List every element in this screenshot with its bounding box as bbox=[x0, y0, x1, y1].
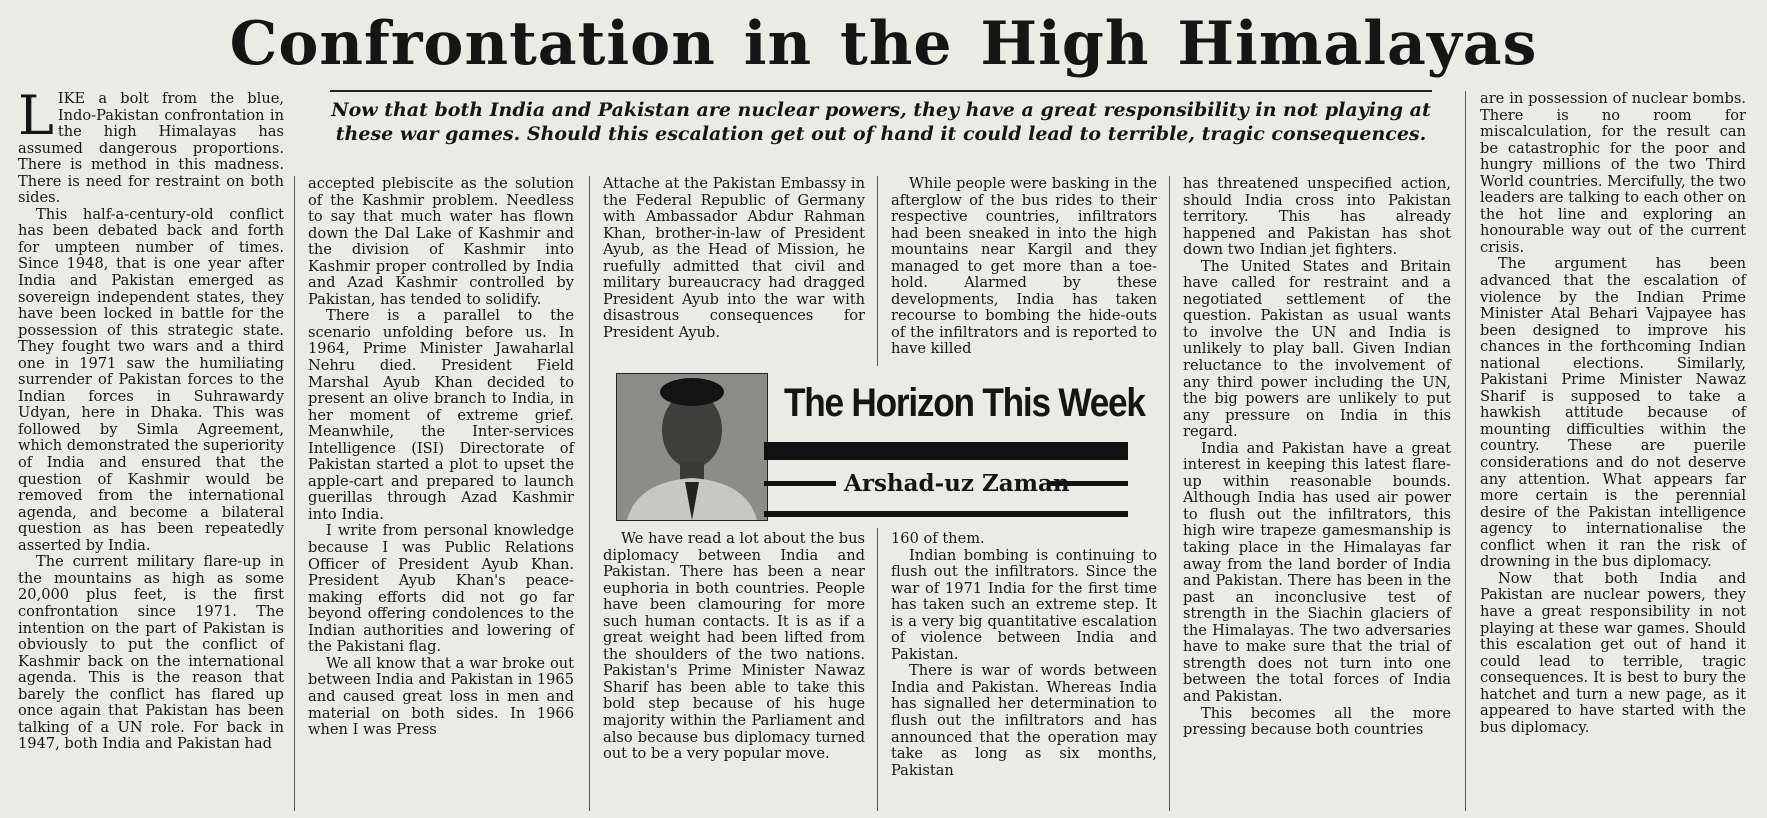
paragraph: I write from personal knowledge because I was Public Relations Officer of President Ayub Khan. President Ayub Khan's peace-making efforts did not go far beyond offering condolences to the Indian authorities and lowering of the Pakistani flag. bbox=[308, 522, 574, 656]
column-rule bbox=[294, 176, 295, 811]
column-rule bbox=[1169, 176, 1170, 811]
byline: Arshad-uz Zaman bbox=[844, 470, 1070, 497]
column-rule bbox=[589, 176, 590, 811]
column-2 bbox=[308, 176, 574, 739]
lead-text: IKE a bolt from the blue, Indo-Pakistan confrontation in the high Himalayas has assumed dangerous proportions. There is method in this madness. There is need for restraint on both sides. bbox=[18, 90, 284, 207]
column-logo-box bbox=[612, 373, 1145, 519]
paragraph: 160 of them. bbox=[891, 530, 985, 547]
title-rule bbox=[764, 442, 1128, 460]
paragraph: accepted plebiscite as the solution of the Kashmir problem. Needless to say that much water has flown down the Dal Lake of Kashmir and the division of Kashmir into Kashmir proper controlled by India and Azad Kashmir controlled by Pakistan, has tended to solidify. bbox=[308, 175, 574, 308]
headline: Confrontation in the High Himalayas bbox=[229, 9, 1538, 79]
byline-rule-left bbox=[764, 481, 836, 486]
paragraph: are in possession of nuclear bombs. There is no room for miscalculation, for the result can be catastrophic for the poor and hungry millions of the two Third World countries. Mercifully, the two leaders are talking to each other on the hot line and exploring an honourable way out of the current crisis. bbox=[1480, 90, 1746, 256]
column-rule bbox=[877, 528, 878, 811]
column-6 bbox=[1480, 91, 1746, 736]
deck: Now that both India and Pakistan are nuclear powers, they have a great responsibility in not playing at these war games. Should this escalation get out of hand it could lead to terrible, tragic consequences. bbox=[330, 90, 1432, 146]
paragraph: We have read a lot about the bus diplomacy between India and Pakistan. There has been a near euphoria in both countries. People have been clamouring for more such human contacts. It is as if a great weight had been lifted from the shoulders of the two nations. Pakistan's Prime Minister Nawaz Sharif has been able to take this bold step because of his huge majority within the Parliament and also because bus diplomacy turned out to be a very popular move. bbox=[603, 530, 865, 763]
paragraph: This becomes all the more pressing because both countries bbox=[1183, 704, 1451, 739]
bottom-rule bbox=[764, 511, 1128, 517]
author-photo bbox=[616, 373, 768, 521]
paragraph: There is war of words between India and Pakistan. Whereas India has signalled her determination to flush out the infiltrators and has announced that the operation may take as long as six months, Pakistan bbox=[891, 662, 1157, 779]
paragraph: Now that both India and Pakistan are nuclear powers, they have a great responsibility in not playing at these war games. Should this escalation get out of hand it could lead to terrible, tragic consequences. It is best to bury the hatchet and turn a new page, as it appeared to have started with the bus diplomacy. bbox=[1480, 569, 1746, 736]
paragraph: India and Pakistan have a great interest in keeping this latest flare-up within reasonable bounds. Although India has used air power to flush out the infiltrators, this high wire trapeze gamesmanship is taking place in the Himalayas far away from the land border of India and Pakistan. There has been in the past an inconclusive test of strength in the Siachin glaciers of the Himalayas. The two adversaries have to make sure that the trial of strength does not turn into one between the total forces of India and Pakistan. bbox=[1183, 439, 1451, 705]
paragraph-lead bbox=[18, 84, 284, 207]
column-4-top bbox=[891, 176, 1157, 358]
paragraph: While people were basking in the afterglow of the bus rides to their respective countries, infiltrators had been sneaked in into the high mountains near Kargil and they managed to get more than a toe-hold. Alarmed by these developments, India has taken recourse to bombing the hide-outs of the infiltrators and is reported to have killed bbox=[891, 175, 1157, 358]
paragraph: Indian bombing is continuing to flush out the infiltrators. Since the war of 1971 India for the first time has taken such an extreme step. It is a very big quantitative escalation of violence between India and Pakistan. bbox=[891, 546, 1157, 663]
column-3-top bbox=[603, 176, 865, 341]
portrait-image bbox=[617, 374, 767, 520]
column-rule bbox=[877, 176, 878, 366]
paragraph: The current military flare-up in the mountains as high as some 20,000 plus feet, is the first confrontation since 1971. The intention on the part of Pakistan is obviously to put the conflict of Kashmir back on the international agenda. This is the reason that barely the conflict has flared up once again that Pakistan has been talking of a UN role. For back in 1947, both India and Pakistan had bbox=[18, 553, 284, 753]
paragraph: Attache at the Pakistan Embassy in the Federal Republic of Germany with Ambassador Abdur Rahman Khan, brother-in-law of President Ayub, as the Head of Mission, he ruefully admitted that civil and military bureaucracy had dragged President Ayub into the war with disastrous consequences for President Ayub. bbox=[603, 175, 865, 341]
column-rule bbox=[1465, 91, 1466, 811]
column-5 bbox=[1183, 176, 1451, 739]
column-3-bottom bbox=[603, 531, 865, 763]
column-title: The Horizon This Week bbox=[784, 381, 1145, 425]
drop-cap: L bbox=[18, 84, 54, 147]
paragraph: There is a parallel to the scenario unfolding before us. In 1964, Prime Minister Jawaharlal Nehru died. President Field Marshal Ayub Khan decided to present an olive branch to India, in her moment of extreme grief. Meanwhile, the Inter-services Intelligence (ISI) Directorate of Pakistan started a plot to upset the apple-cart and prepared to launch guerillas through Azad Kashmir into India. bbox=[308, 307, 574, 523]
paragraph: This half-a-century-old conflict has been debated back and forth for umpteen number of times. Since 1948, that is one year after India and Pakistan emerged as sovereign independent states, they have been locked in battle for the possession of this strategic state. They fought two wars and a third one in 1971 saw the humiliating surrender of Pakistan forces to the Indian forces in Suhrawardy Udyan, here in Dhaka. This was followed by Simla Agreement, which demonstrated the superiority of India and ensured that the question of Kashmir would be removed from the international agenda, and become a bilateral question as has been repeatedly asserted by India. bbox=[18, 205, 284, 554]
paragraph: has threatened unspecified action, should India cross into Pakistan territory. This has already happened and Pakistan has shot down two Indian jet fighters. bbox=[1183, 175, 1451, 259]
column-4-bottom bbox=[891, 531, 1157, 779]
paragraph: The argument has been advanced that the escalation of violence by the Indian Prime Minister Atal Behari Vajpayee has been designed to improve his chances in the forthcoming Indian national elections. Similarly, Pakistani Prime Minister Nawaz Sharif is supposed to take a hawkish attitude because of mounting difficulties within the country. These are puerile considerations and do not deserve any attention. What appears far more certain is the perennial desire of the Pakistan intelligence agency to internationalise the conflict when it ran the risk of drowning in the bus diplomacy. bbox=[1480, 255, 1746, 571]
paragraph: We all know that a war broke out between India and Pakistan in 1965 and caused great loss in men and material on both sides. In 1966 when I was Press bbox=[308, 654, 574, 739]
paragraph: The United States and Britain have called for restraint and a negotiated settlement of the question. Pakistan as usual wants to involve the UN and India is unlikely to play ball. Given Indian reluctance to the involvement of any third power including the UN, the big powers are unlikely to put any pressure on India in this regard. bbox=[1183, 257, 1451, 441]
column-1 bbox=[18, 84, 284, 753]
